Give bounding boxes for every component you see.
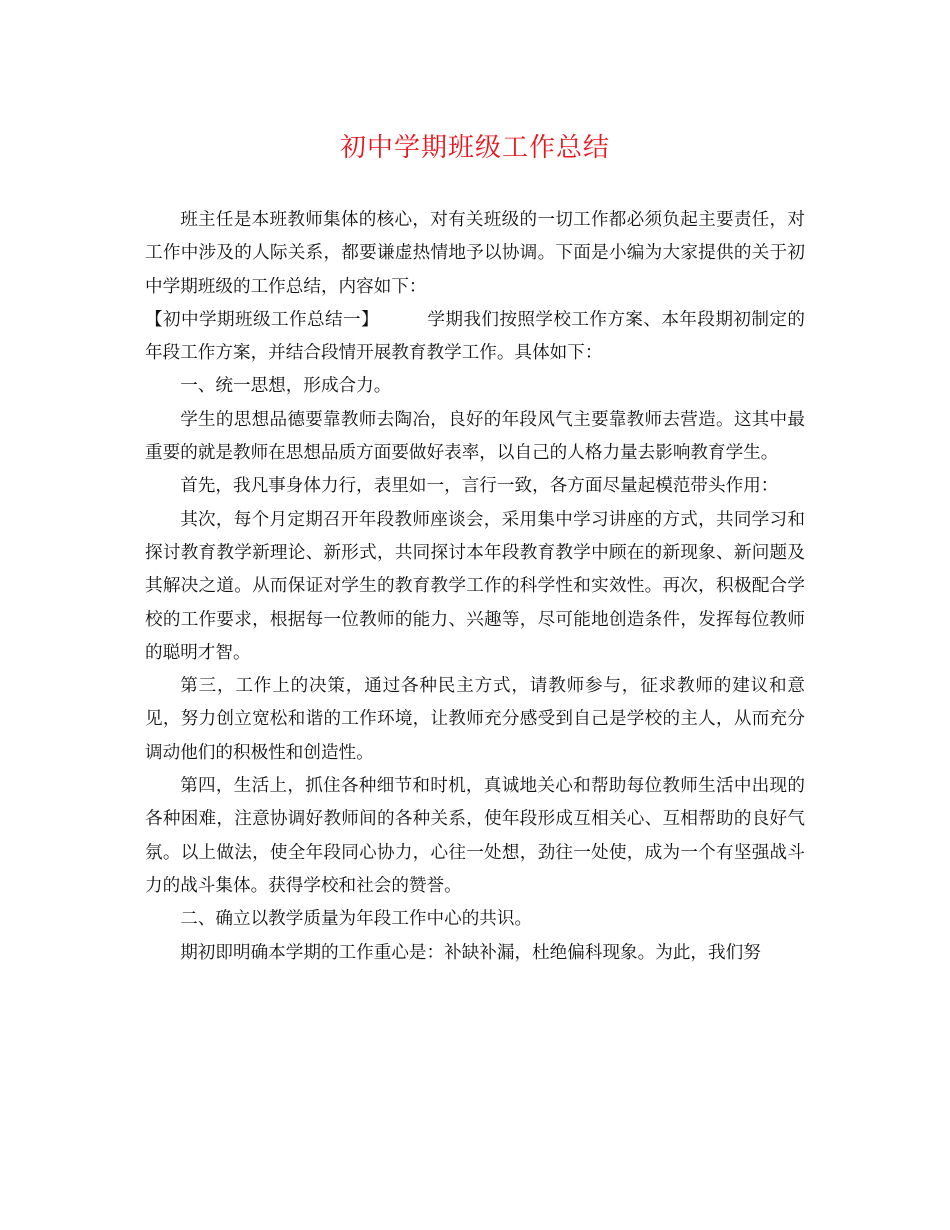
- point1-paragraph-3: 其次，每个月定期召开年段教师座谈会，采用集中学习讲座的方式，共同学习和探讨教育教学新理论、新形式，共同探讨本年段教育教学中顾在的新现象、新问题及其解决之道。从而保证对学生的教育教学工作的科学性和实效性。再次，积极配合学校的工作要求，根据每一位教师的能力、兴趣等，尽可能地创造条件，发挥每位教师的聪明才智。: [145, 509, 805, 663]
- point2-paragraph-1: 期初即明确本学期的工作重心是：补缺补漏，杜绝偏科现象。为此，我们努: [180, 942, 761, 963]
- point1-heading: 一、统一思想，形成合力。: [180, 376, 392, 397]
- intro-paragraph: 班主任是本班教师集体的核心，对有关班级的一切工作都必须负起主要责任，对工作中涉及的人际关系，都要谦虚热情地予以协调。下面是小编为大家提供的关于初中学期班级的工作总结，内容如下：: [145, 210, 805, 297]
- point1-paragraph-5: 第四，生活上，抓住各种细节和时机，真诚地关心和帮助每位教师生活中出现的各种困难，注意协调好教师间的各种关系，使年段形成互相关心、互相帮助的良好气氛。以上做法，使全年段同心协力，心往一处想，劲往一处使，成为一个有坚强战斗力的战斗集体。获得学校和社会的赞誉。: [145, 776, 805, 896]
- document-body: [145, 204, 805, 970]
- point1-paragraph-4: 第三，工作上的决策，通过各种民主方式，请教师参与，征求教师的建议和意见，努力创立宽松和谐的工作环境，让教师充分感受到自己是学校的主人，从而充分调动他们的积极性和创造性。: [145, 676, 805, 763]
- point1-paragraph-2: 首先，我凡事身体力行，表里如一，言行一致，各方面尽量起模范带头作用：: [180, 476, 779, 497]
- document-title: 初中学期班级工作总结: [339, 133, 610, 163]
- section-intro: 学期我们按照学校工作方案、本年段期初制定的年段工作方案，并结合段情开展教育教学工作。具体如下：: [145, 309, 805, 364]
- section-paragraph: [145, 304, 805, 371]
- point2-heading: 二、确立以教学质量为年段工作中心的共识。: [180, 909, 533, 930]
- point1-paragraph-1: 学生的思想品德要靠教师去陶冶，良好的年段风气主要靠教师去营造。这其中最重要的就是教师在思想品质方面要做好表率，以自己的人格力量去影响教育学生。: [145, 409, 805, 464]
- section-heading: 【初中学期班级工作总结一】: [145, 309, 379, 330]
